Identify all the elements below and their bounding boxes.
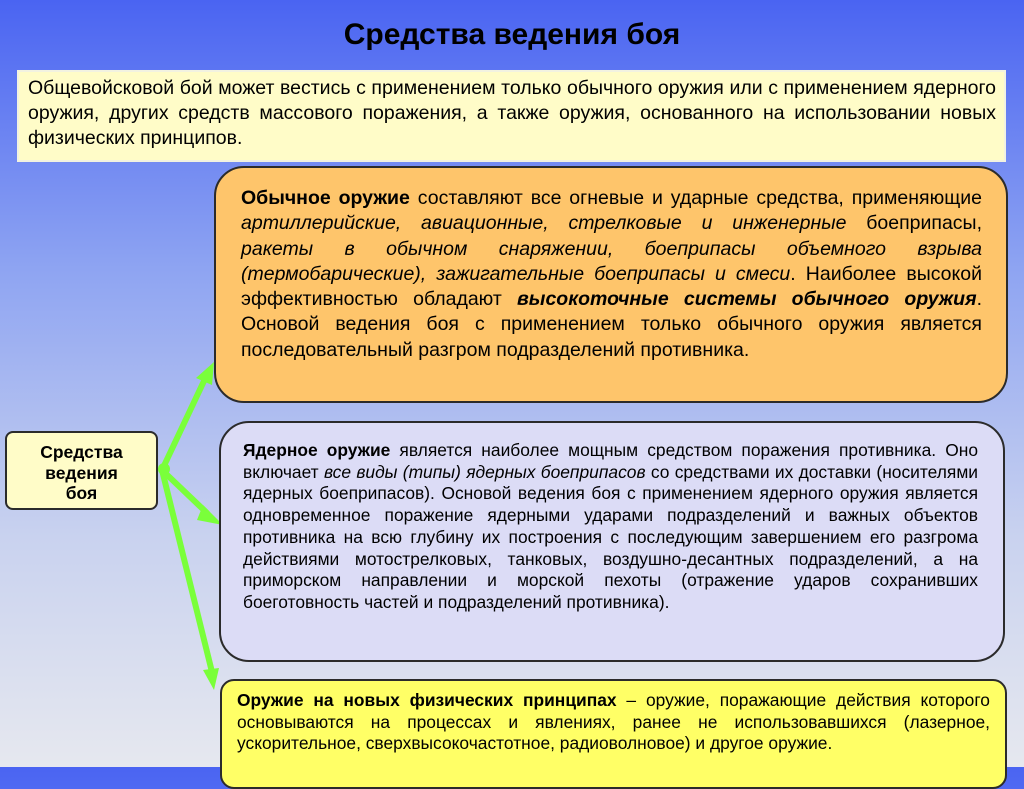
arrowhead-new-physics	[203, 668, 219, 690]
combat-means-box	[5, 431, 158, 510]
conventional-bold-italic: высокоточные системы обычного оружия	[517, 288, 977, 311]
intro-text-box: Общевойсковой бой может вестись с применением только обычного оружия или с применением ядерного оружия, других средств массового поражения, а также оружия, основанного на использовании новых физических принципов.	[17, 70, 1006, 162]
nuclear-term: Ядерное оружие	[243, 440, 391, 460]
nuclear-weapons-box	[219, 421, 1005, 662]
conventional-italic-1: артиллерийские, авиационные, стрелковые и инженерные	[241, 212, 847, 235]
conventional-italic-2: ракеты в обычном снаряжении, боеприпасы объемного взрыва (термобарические), зажигательные боеприпасы и смеси	[241, 237, 982, 285]
arrow-to-nuclear	[162, 470, 207, 513]
arrow-to-new-physics	[162, 470, 212, 672]
arrow-origin-dot	[158, 463, 170, 475]
new-physics-weapons-box	[220, 679, 1007, 789]
conventional-text-1: составляют все огневые и ударные средства, применяющие	[409, 187, 982, 209]
combat-means-line-3: боя	[65, 483, 98, 503]
arrow-to-conventional	[162, 381, 204, 470]
conventional-text-3: . Наиболее высокой эффективностью обладают	[241, 262, 983, 311]
nuclear-text-1: является наиболее мощным средством поражения противника. Оно включает	[243, 440, 978, 482]
arrowhead-conventional	[196, 362, 214, 385]
new-physics-term: Оружие на новых физических принципах	[237, 690, 617, 710]
combat-means-line-1: Средства	[40, 442, 123, 462]
combat-means-line-2: ведения	[45, 462, 118, 483]
new-physics-text: – оружие, поражающие действия которого основываются на процессах и явлениях, ранее не использовавшихся (лазерное, ускорительное, сверхвысокочастотное, радиоволновое) и другое оружие.	[237, 690, 990, 753]
conventional-weapons-box	[214, 166, 1008, 403]
conventional-term: Обычное оружие	[241, 187, 410, 209]
conventional-text-4: . Основой ведения боя с применением только обычного оружия является последовательный разгром подразделений противника.	[241, 288, 982, 361]
nuclear-italic-1: все виды (типы) ядерных боеприпасов	[323, 461, 646, 482]
conventional-text-2: боеприпасы,	[846, 212, 982, 235]
nuclear-text-2: со средствами их доставки (носителями ядерных боеприпасов). Основой ведения боя с применением ядерного оружия является одновременное поражение ядерными ударами подразделений и важных объектов противника на всю глубину их построения с последующим завершением его разгрома действиями мотострелковых, танковых, воздушно-десантных подразделений, а на приморском направлении и морской пехоты (отражение ударов сохранивших боеготовность частей и подразделений противника).	[243, 461, 978, 612]
page-title: Средства ведения боя	[343, 18, 681, 51]
